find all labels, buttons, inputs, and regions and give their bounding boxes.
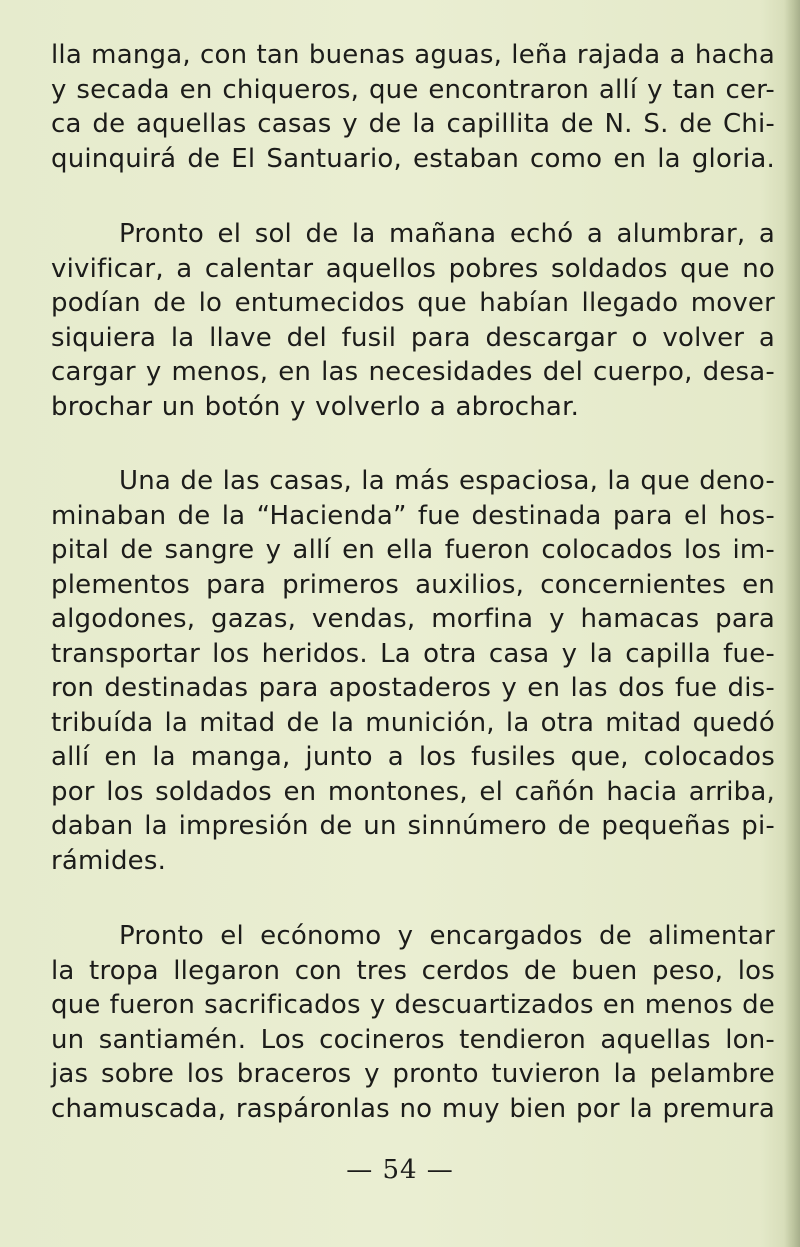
body-text — [51, 38, 775, 1126]
text-line: un santiamén. Los cocineros tendieron aquellas lon- — [51, 1024, 775, 1055]
text-line: Una de las casas, la más espaciosa, la que deno- — [119, 466, 775, 496]
text-line: Pronto el sol de la mañana echó a alumbrar, a — [119, 219, 775, 249]
text-line: allí en la manga, junto a los fusiles que, colocados — [51, 742, 775, 772]
text-line: rámides. — [51, 845, 167, 876]
text-line: que fueron sacrificados y descuartizados en menos de — [51, 990, 775, 1020]
paragraph-4 — [51, 919, 775, 1126]
text-line: ron destinadas para apostaderos y en las dos fue dis- — [51, 673, 775, 703]
text-line: por los soldados en montones, el cañón hacia arriba, — [51, 776, 775, 807]
text-line: pital de sangre y allí en ella fueron colocados los im- — [51, 535, 775, 565]
text-line: quinquirá de El Santuario, estaban como en la gloria. — [51, 143, 775, 174]
text-line: daban la impresión de un sinnúmero de pequeñas pi- — [51, 811, 775, 841]
paragraph-2 — [51, 217, 775, 424]
page-edge-shadow — [784, 0, 800, 1247]
text-line: transportar los heridos. La otra casa y la capilla fue- — [51, 638, 775, 669]
text-line: ca de aquellas casas y de la capillita de N. S. de Chi- — [51, 109, 775, 139]
text-line: lla manga, con tan buenas aguas, leña rajada a hacha — [51, 40, 775, 70]
paragraph-1 — [51, 38, 775, 176]
text-line: algodones, gazas, vendas, morfina y hamacas para — [51, 604, 775, 634]
text-line: la tropa llegaron con tres cerdos de buen peso, los — [51, 955, 775, 986]
text-line: chamuscada, raspáronlas no muy bien por la premura — [51, 1093, 775, 1124]
text-line: plementos para primeros auxilios, concernientes en — [51, 569, 775, 600]
text-line: cargar y menos, en las necesidades del cuerpo, desa- — [51, 357, 775, 387]
text-line: minaban de la “Hacienda” fue destinada para el hos- — [51, 500, 775, 531]
paragraph-3 — [51, 464, 775, 878]
text-line: tribuída la mitad de la munición, la otra mitad quedó — [51, 707, 775, 738]
text-line: brochar un botón y volverlo a abrochar. — [51, 391, 580, 422]
page-number: — 54 — — [346, 1155, 454, 1185]
text-line: jas sobre los braceros y pronto tuvieron la pelambre — [51, 1059, 775, 1089]
text-line: Pronto el ecónomo y encargados de alimentar — [119, 921, 775, 951]
text-line: vivificar, a calentar aquellos pobres soldados que no — [51, 253, 775, 284]
text-line: y secada en chiqueros, que encontraron allí y tan cer- — [51, 74, 775, 105]
text-line: siquiera la llave del fusil para descargar o volver a — [51, 322, 775, 353]
text-line: podían de lo entumecidos que habían llegado mover — [51, 288, 775, 318]
